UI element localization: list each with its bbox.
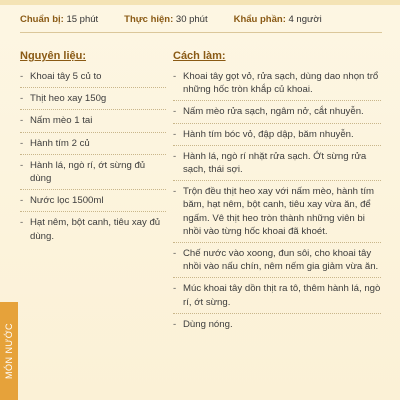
bullet-dash: -: [173, 106, 177, 118]
bullet-dash: -: [20, 195, 24, 207]
step-text: Nấm mèo rửa sạch, ngâm nở, cắt nhuyễn.: [183, 106, 364, 118]
bullet-dash: -: [173, 283, 177, 295]
ingredient-text: Hành tím 2 củ: [30, 137, 90, 149]
step-item: [173, 128, 381, 146]
ingredient-item: [20, 92, 166, 110]
step-text: Dùng nóng.: [183, 318, 233, 330]
ingredient-text: Nấm mèo 1 tai: [30, 115, 93, 127]
ingredient-item: [20, 137, 166, 155]
ingredient-text: Nước lọc 1500ml: [30, 195, 104, 207]
cook-time: [124, 14, 207, 25]
bullet-dash: -: [20, 71, 24, 82]
category-side-tab: [0, 302, 18, 400]
ingredients-column: [20, 50, 166, 251]
step-item: [173, 318, 381, 335]
steps-heading: Cách làm:: [173, 50, 226, 62]
step-text: Hành lá, ngò rí nhặt rửa sạch. Ớt sừng rửa sạch, thái sợi.: [183, 150, 367, 176]
step-item: [173, 185, 381, 243]
bullet-dash: -: [173, 71, 177, 82]
step-text: Múc khoai tây dồn thịt ra tô, thêm hành lá, ngò rí, ớt sừng.: [183, 283, 381, 308]
prep-time-value: 15 phút: [66, 13, 99, 25]
step-item: [173, 282, 381, 313]
ingredient-text: Hành lá, ngò rí, ớt sừng đủ dùng: [30, 159, 146, 185]
bullet-dash: -: [20, 93, 24, 105]
bullet-dash: -: [173, 318, 177, 330]
servings-value: 4 người: [288, 13, 322, 25]
bullet-dash: -: [20, 115, 24, 127]
prep-time: [20, 14, 98, 25]
ingredients-heading: Nguyên liệu:: [20, 50, 87, 62]
ingredients-list: [20, 70, 166, 247]
bullet-dash: -: [173, 150, 177, 162]
ingredient-item: [20, 194, 166, 212]
ingredient-text: Khoai tây 5 củ to: [30, 71, 102, 82]
bullet-dash: -: [20, 137, 24, 149]
step-text: Trộn đều thịt heo xay với nấm mèo, hành tím băm, hạt nêm, bột canh, tiêu xay vừa ăn, để ngấm. Vê thịt heo tròn thành những viên bi nhồi vào từng hốc khoai đã khoét.: [183, 186, 374, 237]
steps-list: [173, 70, 381, 335]
ingredient-item: [20, 114, 166, 132]
servings-label: Khẩu phần:: [233, 13, 286, 25]
bullet-dash: -: [173, 248, 177, 260]
servings: [234, 14, 322, 25]
step-item: [173, 70, 381, 101]
ingredient-item: [20, 70, 166, 88]
steps-column: [173, 50, 381, 339]
ingredient-item: [20, 216, 166, 246]
bullet-dash: -: [173, 128, 177, 140]
cook-time-label: Thực hiện:: [124, 13, 174, 25]
bullet-dash: -: [20, 217, 24, 229]
ingredient-item: [20, 159, 166, 190]
step-item: [173, 105, 381, 123]
ingredient-text: Thịt heo xay 150g: [30, 93, 107, 105]
step-item: [173, 247, 381, 278]
prep-time-label: Chuẩn bị:: [20, 13, 64, 25]
step-item: [173, 150, 381, 181]
step-text: Chế nước vào xoong, đun sôi, cho khoai tây nhồi vào nấu chín, nêm nếm gia giảm vừa ăn.: [183, 248, 379, 273]
cook-time-value: 30 phút: [175, 13, 208, 25]
ingredient-text: Hạt nêm, bột canh, tiêu xay đủ dùng.: [30, 217, 161, 242]
step-text: Khoai tây gọt vỏ, rửa sạch, dùng dao nhọn trổ những hốc tròn khắp củ khoai.: [183, 71, 379, 96]
bullet-dash: -: [173, 186, 177, 198]
meta-divider: [20, 32, 382, 33]
category-label: MÓN NƯỚC: [4, 323, 14, 379]
step-text: Hành tím bóc vỏ, đập dập, băm nhuyễn.: [183, 128, 354, 140]
recipe-meta-bar: [20, 8, 390, 30]
top-band: [0, 0, 400, 5]
bullet-dash: -: [20, 159, 24, 171]
